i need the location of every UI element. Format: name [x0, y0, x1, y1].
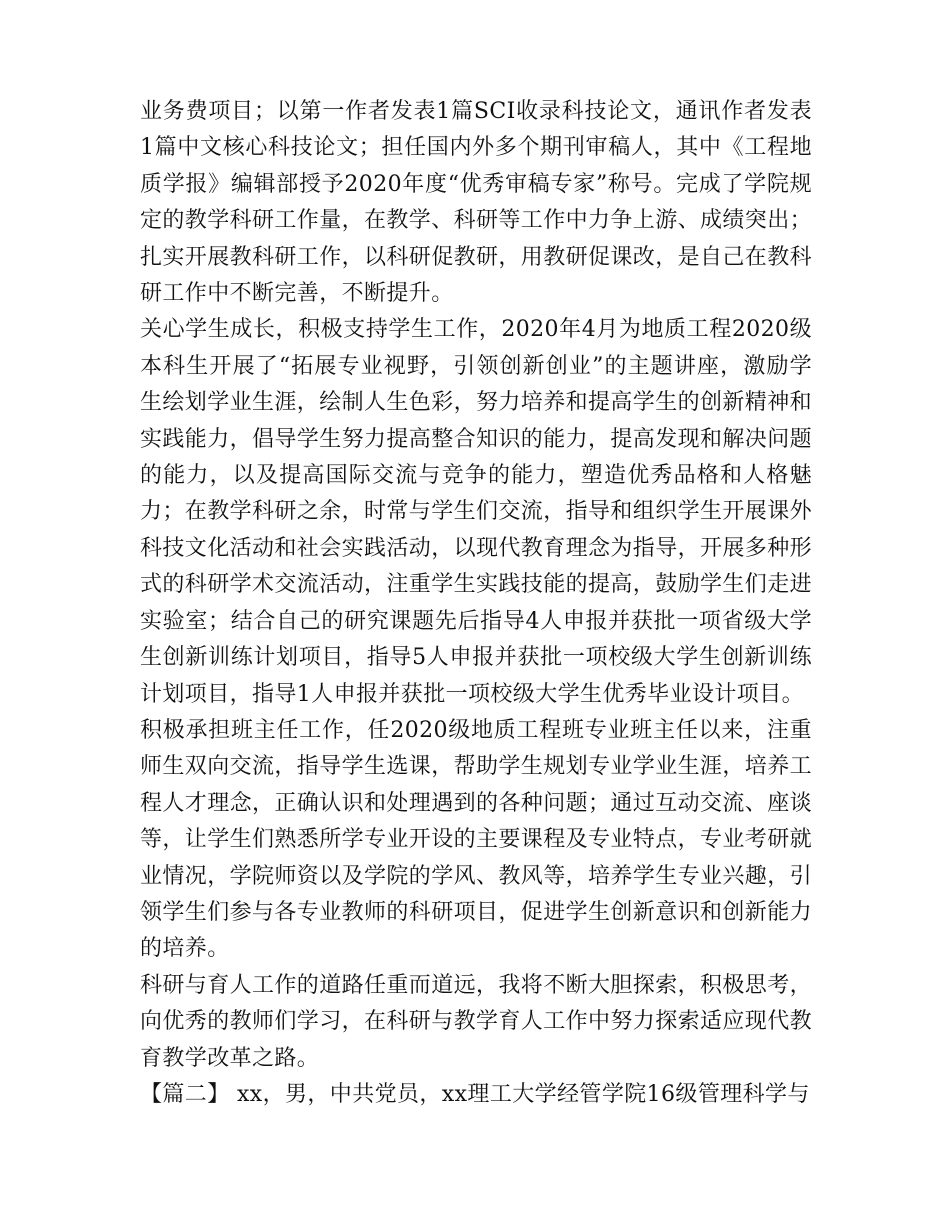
document-body — [140, 94, 812, 1113]
paragraph-2: 关心学生成长，积极支持学生工作，2020年4月为地质工程2020级本科生开展了“拓展专业视野，引领创新创业”的主题讲座，激励学生绘划学业生涯，绘制人生色彩，努力培养和提高学生的创新精神和实践能力，倡导学生努力提高整合知识的能力，提高发现和解决问题的能力，以及提高国际交流与竞争的能力，塑造优秀品格和人格魅力；在教学科研之余，时常与学生们交流，指导和组织学生开展课外科技文化活动和社会实践活动，以现代教育理念为指导，开展多种形式的科研学术交流活动，注重学生实践技能的提高，鼓励学生们走进实验室；结合自己的研究课题先后指导4人申报并获批一项省级大学生创新训练计划项目，指导5人申报并获批一项校级大学生创新训练计划项目，指导1人申报并获批一项校级大学生优秀毕业设计项目。 — [140, 317, 813, 707]
paragraph-3: 积极承担班主任工作，任2020级地质工程班专业班主任以来，注重师生双向交流，指导学生选课，帮助学生规划专业学业生涯，培养工程人才理念，正确认识和处理遇到的各种问题；通过互动交流、座谈等，让学生们熟悉所学专业开设的主要课程及专业特点，专业考研就业情况，学院师资以及学院的学风、教风等，培养学生专业兴趣，引领学生们参与各专业教师的科研项目，促进学生创新意识和创新能力的培养。 — [140, 717, 813, 962]
paragraph-4: 科研与育人工作的道路任重而道远，我将不断大胆探索，积极思考，向优秀的教师们学习，在科研与教学育人工作中努力探索适应现代教育教学改革之路。 — [140, 972, 813, 1071]
paragraph-1: 业务费项目；以第一作者发表1篇SCI收录科技论文，通讯作者发表1篇中文核心科技论文；担任国内外多个期刊审稿人，其中《工程地质学报》编辑部授予2020年度“优秀审稿专家”称号。完成了学院规定的教学科研工作量，在教学、科研等工作中力争上游、成绩突出；扎实开展教科研工作，以科研促教研，用教研促课改，是自己在教科研工作中不断完善，不断提升。 — [140, 99, 813, 307]
paragraph-5: 【篇二】 xx，男，中共党员，xx理工大学经管学院16级管理科学与 — [140, 1081, 810, 1107]
